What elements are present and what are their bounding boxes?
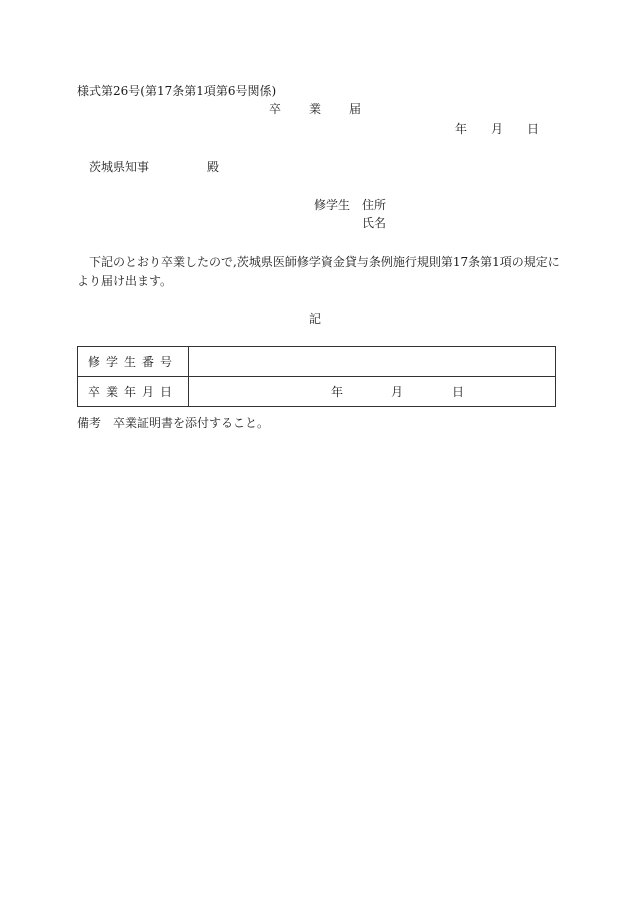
graduation-date-field[interactable] [189, 377, 556, 407]
addressee: 茨城県知事 [89, 160, 150, 174]
addressee-suffix: 殿 [207, 160, 220, 174]
date-day-unit: 日 [527, 122, 540, 136]
graduation-date-label: 卒業年月日 [78, 377, 189, 407]
date-month-unit: 月 [491, 122, 504, 136]
graduation-month-unit: 月 [391, 385, 404, 399]
title-char: 届 [349, 102, 362, 116]
remarks-heading: 備考 [77, 416, 102, 430]
ki-heading: 記 [308, 312, 321, 326]
title-char: 業 [308, 102, 321, 116]
date-year-unit: 年 [455, 122, 468, 136]
record-table [77, 346, 556, 407]
graduation-day-unit: 日 [452, 385, 465, 399]
form-number: 様式第26号(第17条第1項第6号関係) [77, 84, 277, 98]
name-label: 氏名 [362, 216, 387, 230]
submission-date [455, 123, 539, 135]
table-row [78, 377, 556, 407]
student-number-label: 修学生番号 [78, 347, 189, 377]
address-label: 住所 [362, 198, 387, 212]
student-number-field[interactable] [189, 347, 556, 377]
body-text-line-2: より届け出ます。 [77, 274, 173, 288]
document-title [0, 103, 630, 115]
applicant-label: 修学生 [314, 198, 351, 212]
table-row [78, 347, 556, 377]
remarks-text: 卒業証明書を添付すること。 [113, 416, 270, 430]
title-char: 卒 [268, 102, 281, 116]
graduation-year-unit: 年 [331, 385, 344, 399]
body-text-line-1: 下記のとおり卒業したので,茨城県医師修学資金貸与条例施行規則第17条第1項の規定に [89, 255, 560, 269]
